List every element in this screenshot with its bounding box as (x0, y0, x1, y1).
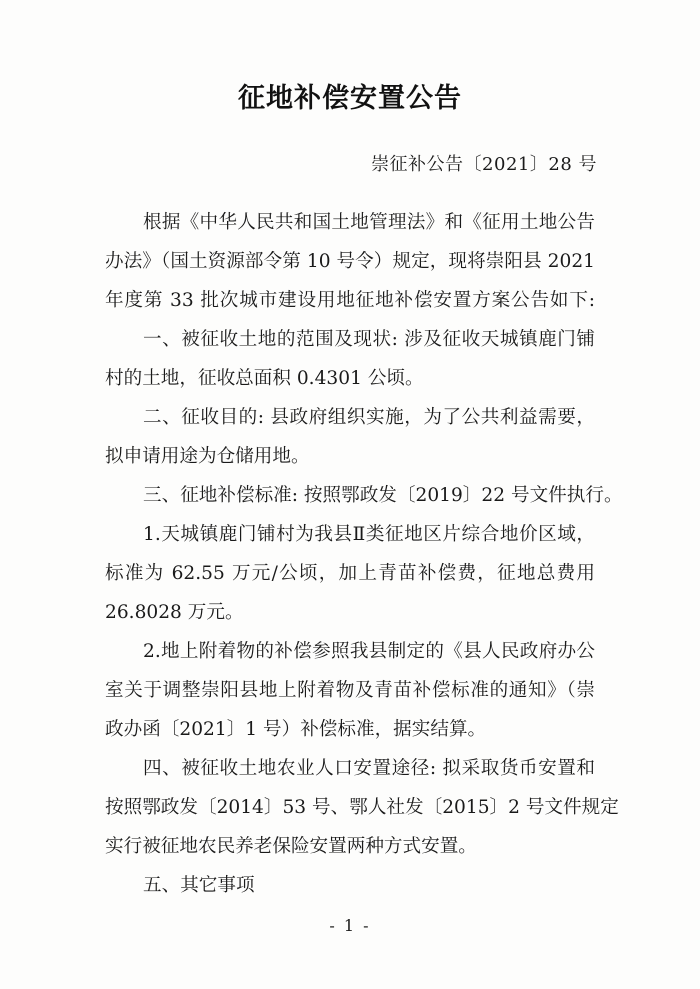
body-line: 按照鄂政发〔2014〕53 号、鄂人社发〔2015〕2 号文件规定 (105, 797, 619, 818)
body-line: 26.8028 万元。 (105, 602, 244, 623)
body-line: 村的土地，征收总面积 0.4301 公顷。 (105, 368, 424, 389)
body-line: 政办函〔2021〕1 号）补偿标准，据实结算。 (105, 719, 487, 740)
body-line: 一、被征收土地的范围及现状: 涉及征收天城镇鹿门铺 (143, 329, 595, 350)
body-line: 二、征收目的: 县政府组织实施，为了公共利益需要， (143, 407, 595, 428)
body-line: 三、征地补偿标准: 按照鄂政发〔2019〕22 号文件执行。 (143, 485, 623, 506)
body-line: 2.地上附着物的补偿参照我县制定的《县人民政府办公 (143, 641, 595, 662)
body-line: 办法》（国土资源部令第 10 号令）规定，现将崇阳县 2021 (105, 251, 595, 272)
body-line: 1.天城镇鹿门铺村为我县Ⅱ类征地区片综合地价区域， (143, 524, 595, 545)
body-line: 年度第 33 批次城市建设用地征地补偿安置方案公告如下: (105, 290, 595, 311)
document-number: 崇征补公告〔2021〕28 号 (371, 154, 597, 175)
page-number: - 1 - (329, 916, 371, 935)
page-title: 征地补偿安置公告 (238, 83, 462, 114)
body-line: 根据《中华人民共和国土地管理法》和《征用土地公告 (143, 212, 595, 233)
section-heading: 五、其它事项 (143, 875, 255, 896)
body-line: 室关于调整崇阳县地上附着物及青苗补偿标准的通知》（崇 (105, 680, 595, 701)
body-line: 实行被征地农民养老保险安置两种方式安置。 (105, 836, 477, 857)
body-line: 拟申请用途为仓储用地。 (105, 446, 310, 467)
body-line: 四、被征收土地农业人口安置途径: 拟采取货币安置和 (143, 758, 595, 779)
body-line: 标准为 62.55 万元/公顷，加上青苗补偿费，征地总费用 (105, 563, 595, 584)
